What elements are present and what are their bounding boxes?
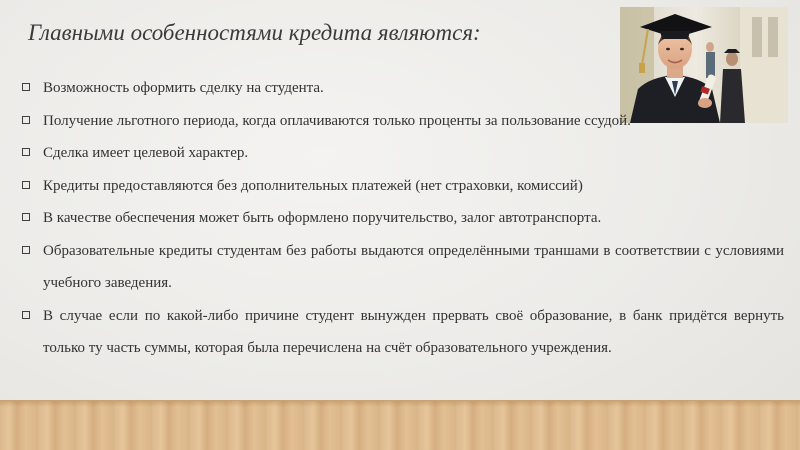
slide-title: Главными особенностями кредита являются: <box>28 20 481 45</box>
square-outline-bullet-icon <box>22 116 30 124</box>
square-outline-bullet-icon <box>22 181 30 189</box>
list-item <box>22 170 784 203</box>
list-item <box>22 105 784 138</box>
list-item <box>22 202 784 235</box>
list-item-text: Кредиты предоставляются без дополнительных платежей (нет страховки, комиссий) <box>43 177 583 194</box>
square-outline-bullet-icon <box>22 148 30 156</box>
list-item-text: Получение льготного периода, когда оплачиваются только проценты за пользование ссудой. <box>43 112 631 129</box>
wooden-floor-decoration <box>0 400 800 450</box>
list-item-text: В качестве обеспечения может быть оформлено поручительство, залог автотранспорта. <box>43 210 602 226</box>
square-outline-bullet-icon <box>22 311 30 319</box>
list-item-text: Образовательные кредиты студентам без работы выдаются определёнными траншами в соответствии с условиями учебного заведения. <box>43 242 784 291</box>
list-item <box>22 137 784 170</box>
list-item-text: Возможность оформить сделку на студента. <box>43 80 324 96</box>
list-item <box>22 72 784 105</box>
square-outline-bullet-icon <box>22 213 30 221</box>
list-item-text: Сделка имеет целевой характер. <box>43 145 249 161</box>
feature-list <box>22 72 784 365</box>
list-item-text: В случае если по какой-либо причине студент вынужден прервать своё образование, в банк придётся вернуть только ту часть суммы, которая была перечислена на счёт образовательного учреждения. <box>43 307 784 356</box>
list-item <box>22 235 784 300</box>
list-item <box>22 300 784 365</box>
square-outline-bullet-icon <box>22 246 30 254</box>
square-outline-bullet-icon <box>22 83 30 91</box>
